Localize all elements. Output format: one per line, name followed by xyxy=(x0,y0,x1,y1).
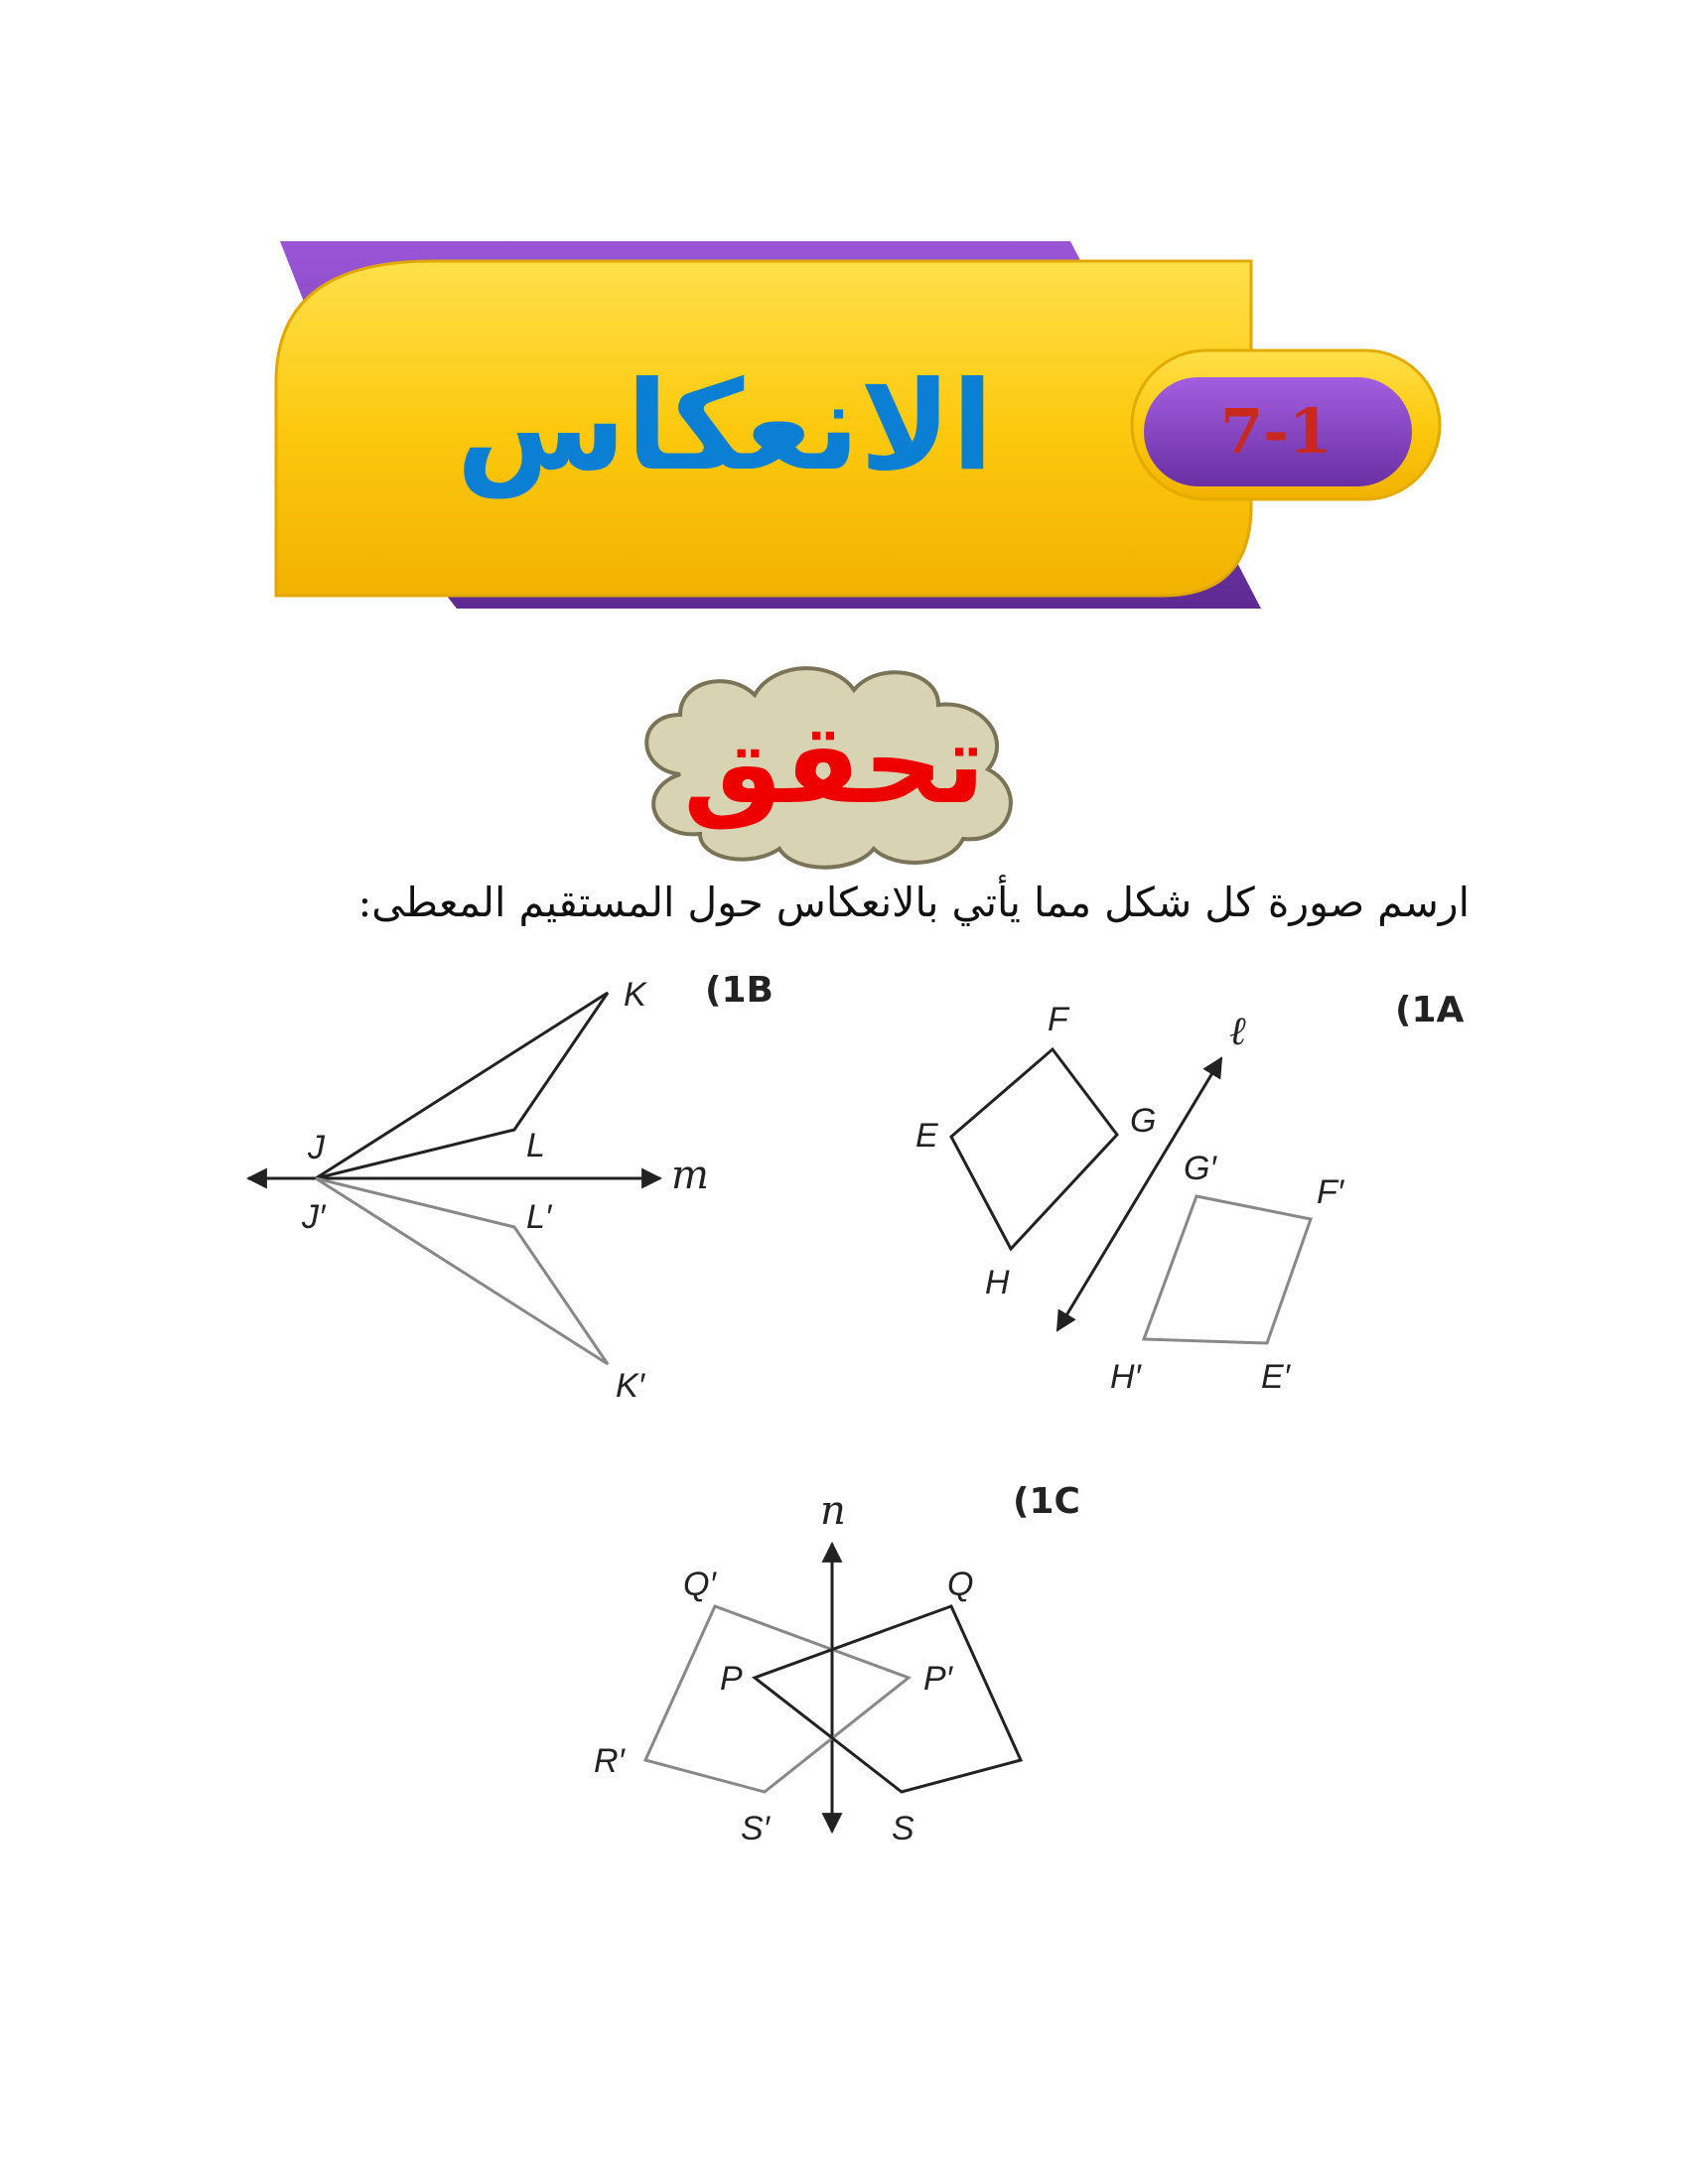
point-h-label: H xyxy=(985,1264,1010,1301)
point-j-prime-label: J′ xyxy=(302,1198,326,1236)
problem-1b-label: (1B xyxy=(705,970,774,1011)
point-e-prime-label: E′ xyxy=(1261,1358,1291,1396)
point-s-label: S xyxy=(892,1810,914,1847)
point-k-prime-label: K′ xyxy=(616,1367,645,1405)
figure-1a xyxy=(894,993,1450,1420)
point-k-label: K xyxy=(624,976,646,1014)
line-m-label: m xyxy=(671,1153,709,1198)
point-e-label: E xyxy=(915,1117,938,1155)
figure-1b xyxy=(238,968,755,1425)
point-q-label: Q xyxy=(947,1566,974,1603)
triangle-jkl xyxy=(316,993,608,1178)
triangle-jkl-image xyxy=(316,1178,608,1364)
lesson-title: الانعكاس xyxy=(456,355,994,498)
point-l-label: L xyxy=(526,1127,545,1164)
check-label: تحقق xyxy=(682,700,986,829)
problem-1c-label: (1C xyxy=(1013,1481,1080,1522)
line-l-label: ℓ xyxy=(1229,1009,1246,1054)
point-g-prime-label: G′ xyxy=(1184,1150,1216,1187)
pentagon-pqrs-image xyxy=(645,1606,909,1792)
quadrilateral-efgh xyxy=(951,1049,1117,1249)
point-s-prime-label: S′ xyxy=(741,1810,771,1847)
point-p-prime-label: P′ xyxy=(923,1660,953,1698)
line-l xyxy=(1057,1058,1221,1330)
point-f-label: F xyxy=(1048,1001,1068,1038)
point-f-prime-label: F′ xyxy=(1317,1173,1344,1211)
point-h-prime-label: H′ xyxy=(1110,1358,1141,1396)
figure-1c xyxy=(576,1494,1072,1876)
quadrilateral-efgh-image xyxy=(1144,1196,1311,1343)
point-p-label: P xyxy=(720,1660,743,1698)
instruction-text: ارسم صورة كل شكل مما يأتي بالانعكاس حول المستقيم المعطى: xyxy=(357,879,1470,926)
lesson-number: 7-1 xyxy=(1219,395,1332,468)
point-q-prime-label: Q′ xyxy=(683,1566,716,1603)
point-j-label: J xyxy=(308,1129,325,1166)
problem-1a-label: (1A xyxy=(1395,990,1465,1030)
line-n-label: n xyxy=(820,1494,846,1534)
point-g-label: G xyxy=(1130,1102,1157,1140)
point-l-prime-label: L′ xyxy=(526,1198,552,1236)
point-r-prime-label: R′ xyxy=(594,1742,625,1780)
